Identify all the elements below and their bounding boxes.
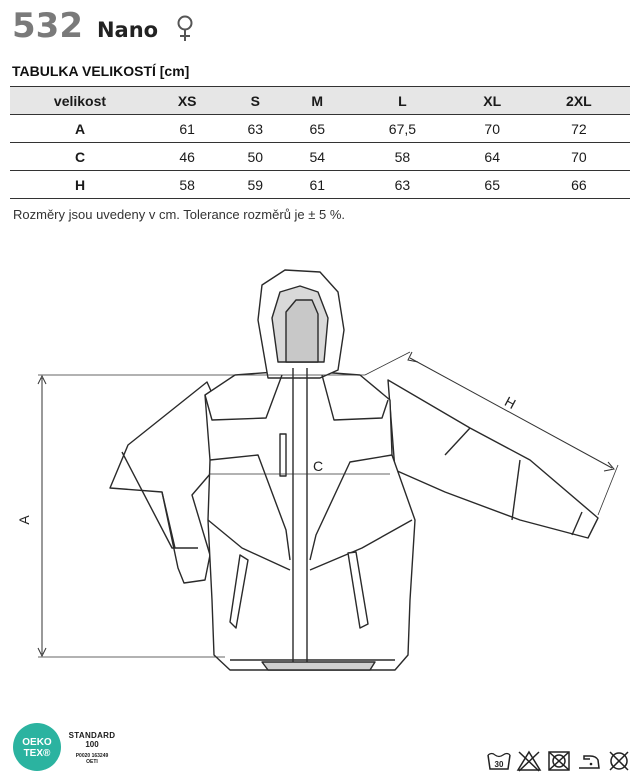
no-dry-clean-icon <box>606 749 632 773</box>
oeko-logo-text-bottom: TEX® <box>23 748 51 759</box>
table-cell: 54 <box>286 143 348 171</box>
column-header: XL <box>457 87 528 115</box>
jacket-measurement-diagram <box>0 250 640 690</box>
iron-low-icon <box>576 749 602 773</box>
model-number: 532 <box>12 6 83 46</box>
table-cell: 63 <box>348 171 456 199</box>
table-cell: 65 <box>286 115 348 143</box>
column-header: 2XL <box>528 87 630 115</box>
table-cell: 65 <box>457 171 528 199</box>
row-label: H <box>10 171 150 199</box>
column-header: XS <box>150 87 224 115</box>
table-row <box>10 171 630 199</box>
product-header <box>12 6 158 48</box>
table-cell: 46 <box>150 143 224 171</box>
column-header: M <box>286 87 348 115</box>
table-cell: 64 <box>457 143 528 171</box>
label-c: C <box>313 458 324 474</box>
table-cell: 61 <box>150 115 224 143</box>
oeko-code: P0020 163249 <box>75 753 109 759</box>
column-header: velikost <box>10 87 150 115</box>
table-cell: 58 <box>348 143 456 171</box>
column-header: S <box>224 87 286 115</box>
table-row <box>10 115 630 143</box>
oeko-institute: OETI <box>86 759 98 765</box>
table-cell: 70 <box>528 143 630 171</box>
female-icon <box>175 14 195 44</box>
table-row <box>10 143 630 171</box>
row-label: A <box>10 115 150 143</box>
table-cell: 61 <box>286 171 348 199</box>
oeko-standard: STANDARD <box>68 731 116 740</box>
no-tumble-dry-icon <box>546 749 572 773</box>
row-label: C <box>10 143 150 171</box>
oeko-tex-info <box>66 731 118 765</box>
label-a: A <box>16 515 32 525</box>
size-table-header-row <box>10 87 630 115</box>
label-h: H <box>502 393 519 413</box>
oeko-level: 100 <box>85 740 99 749</box>
table-cell: 50 <box>224 143 286 171</box>
table-cell: 58 <box>150 171 224 199</box>
tolerance-note: Rozměry jsou uvedeny v cm. Tolerance rozměrů je ± 5 %. <box>13 207 346 222</box>
oeko-logo-text-top: OEKO <box>22 737 52 748</box>
model-name: Nano <box>96 18 159 42</box>
size-table-title: TABULKA VELIKOSTÍ [cm] <box>12 63 190 79</box>
table-cell: 72 <box>528 115 630 143</box>
wash-temperature: 30 <box>494 760 504 769</box>
oeko-tex-logo <box>12 722 62 772</box>
table-cell: 59 <box>224 171 286 199</box>
table-cell: 66 <box>528 171 630 199</box>
no-bleach-icon <box>516 749 542 773</box>
column-header: L <box>348 87 456 115</box>
table-cell: 70 <box>457 115 528 143</box>
table-cell: 67,5 <box>348 115 456 143</box>
size-table <box>10 86 630 199</box>
wash-30-icon <box>486 749 512 773</box>
care-symbols <box>486 749 632 773</box>
table-cell: 63 <box>224 115 286 143</box>
softshell-jacket-outline-icon <box>110 270 598 670</box>
